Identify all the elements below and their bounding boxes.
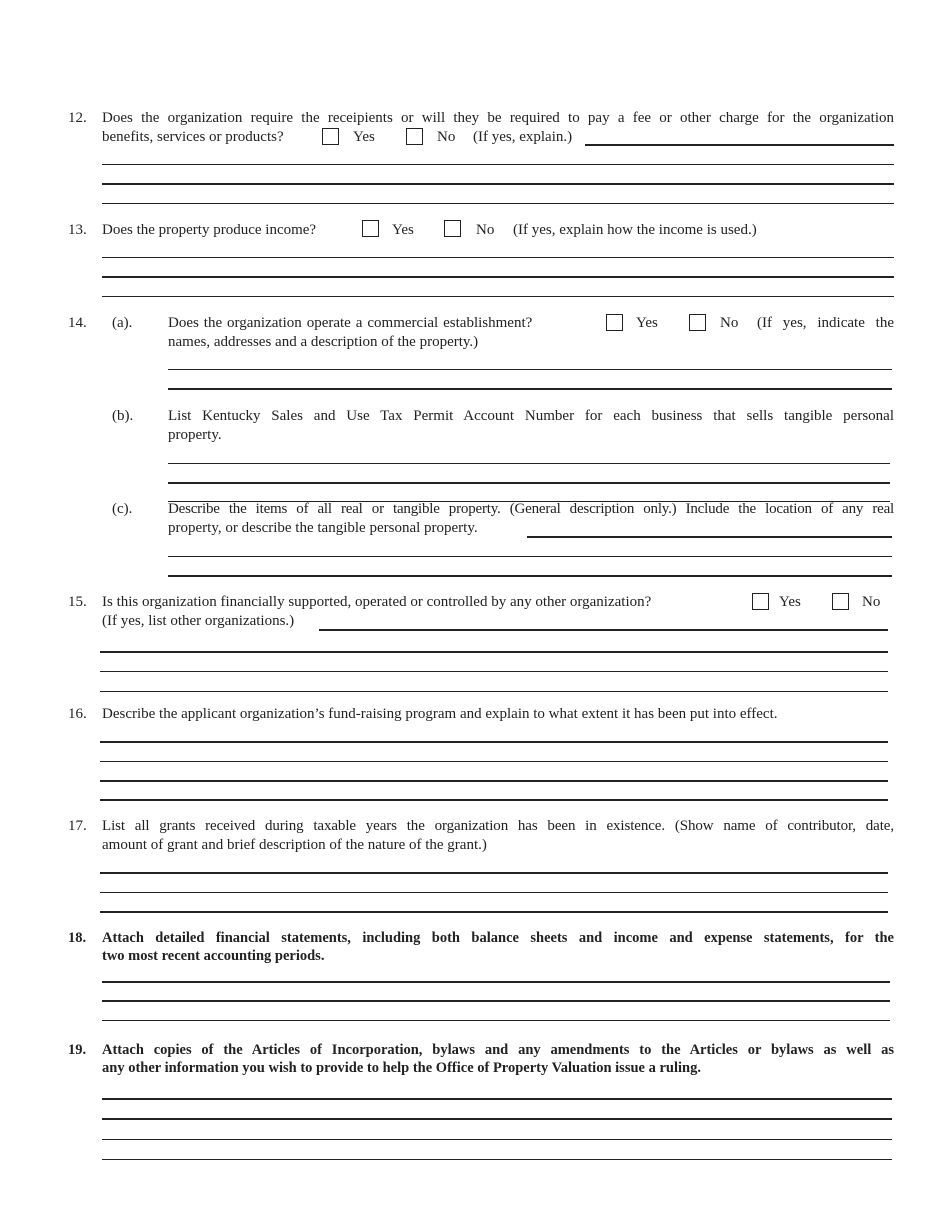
q14-number: 14. xyxy=(68,315,87,331)
q15-no-label: No xyxy=(862,594,881,610)
q13-text: Does the property produce income? xyxy=(102,222,317,238)
q16-text: Describe the applicant organization’s fund-raising program and explain to what extent it has been put into effect. xyxy=(102,706,778,722)
q14b-answer-line[interactable] xyxy=(168,463,890,464)
q15-answer-line[interactable] xyxy=(100,651,888,653)
q12-text-line2: benefits, services or products? xyxy=(102,129,284,145)
q12-no-checkbox[interactable] xyxy=(406,128,423,145)
q14c-text-line1: Describe the items of all real or tangible property. (General description only.) Include the location of any real xyxy=(168,501,894,517)
q19-number: 19. xyxy=(68,1042,87,1058)
q12-explain-hint: (If yes, explain.) xyxy=(473,129,573,145)
q12-answer-line[interactable] xyxy=(102,203,894,204)
q16-answer-line[interactable] xyxy=(100,761,888,762)
q14a-label: (a). xyxy=(112,315,133,331)
q12-number: 12. xyxy=(68,110,87,126)
q16-answer-line[interactable] xyxy=(100,799,888,801)
q19-answer-line[interactable] xyxy=(102,1098,892,1100)
q18-answer-line[interactable] xyxy=(102,981,890,983)
q14c-answer-line[interactable] xyxy=(527,536,892,538)
q12-text-line1: Does the organization require the receipients or will they be required to pay a fee or other charge for the organization xyxy=(102,110,894,126)
q14b-answer-line[interactable] xyxy=(168,482,890,484)
q18-answer-line[interactable] xyxy=(102,1020,890,1021)
q18-answer-line[interactable] xyxy=(102,1000,890,1002)
q14b-text-line2: property. xyxy=(168,427,222,443)
q12-no-label: No xyxy=(437,129,456,145)
q15-answer-line[interactable] xyxy=(100,671,888,672)
q15-answer-line[interactable] xyxy=(100,691,888,692)
q14a-no-checkbox[interactable] xyxy=(689,314,706,331)
q14c-answer-line[interactable] xyxy=(168,575,892,577)
q16-answer-line[interactable] xyxy=(100,741,888,743)
q14c-answer-line[interactable] xyxy=(168,556,892,557)
q19-answer-line[interactable] xyxy=(102,1118,892,1120)
q13-yes-label: Yes xyxy=(392,222,414,238)
q12-answer-line[interactable] xyxy=(102,183,894,185)
q14a-text-line1: Does the organization operate a commercial establishment? xyxy=(168,315,533,331)
q14a-answer-line[interactable] xyxy=(168,388,892,390)
q18-number: 18. xyxy=(68,930,87,946)
q13-no-label: No xyxy=(476,222,495,238)
q17-text-line2: amount of grant and brief description of the nature of the grant.) xyxy=(102,837,487,853)
q15-yes-checkbox[interactable] xyxy=(752,593,769,610)
q12-answer-line[interactable] xyxy=(585,144,894,146)
q17-answer-line[interactable] xyxy=(100,892,888,893)
q16-answer-line[interactable] xyxy=(100,780,888,782)
q14a-no-label: No xyxy=(720,315,739,331)
q15-yes-label: Yes xyxy=(779,594,801,610)
q12-yes-label: Yes xyxy=(353,129,375,145)
q12-answer-line[interactable] xyxy=(102,164,894,165)
q18-text-line1: Attach detailed financial statements, including both balance sheets and income and expense statements, for the xyxy=(102,930,894,946)
q13-answer-line[interactable] xyxy=(102,296,894,297)
q17-number: 17. xyxy=(68,818,87,834)
q14b-text-line1: List Kentucky Sales and Use Tax Permit Account Number for each business that sells tangible personal xyxy=(168,408,894,424)
q14b-label: (b). xyxy=(112,408,134,424)
q17-answer-line[interactable] xyxy=(100,872,888,874)
q14a-text-line2: names, addresses and a description of the property.) xyxy=(168,334,479,350)
q13-explain-hint: (If yes, explain how the income is used.) xyxy=(513,222,757,238)
q15-text-line1: Is this organization financially supported, operated or controlled by any other organization? xyxy=(102,594,652,610)
q14a-answer-line[interactable] xyxy=(168,369,892,370)
q14a-yes-label: Yes xyxy=(636,315,658,331)
q17-text-line1: List all grants received during taxable years the organization has been in existence. (Show name of contributor, date, xyxy=(102,818,894,834)
q14c-text-line2: property, or describe the tangible personal property. xyxy=(168,520,478,536)
q19-answer-line[interactable] xyxy=(102,1139,892,1140)
q13-yes-checkbox[interactable] xyxy=(362,220,379,237)
q14a-explain-hint: (If yes, indicate the xyxy=(757,315,894,331)
q12-yes-checkbox[interactable] xyxy=(322,128,339,145)
q15-number: 15. xyxy=(68,594,87,610)
q13-number: 13. xyxy=(68,222,87,238)
q13-no-checkbox[interactable] xyxy=(444,220,461,237)
q16-number: 16. xyxy=(68,706,87,722)
q15-no-checkbox[interactable] xyxy=(832,593,849,610)
q13-answer-line[interactable] xyxy=(102,276,894,278)
q19-text-line2: any other information you wish to provide to help the Office of Property Valuation issue a ruling. xyxy=(102,1060,701,1076)
q15-answer-line[interactable] xyxy=(319,629,888,631)
q14a-yes-checkbox[interactable] xyxy=(606,314,623,331)
q19-text-line1: Attach copies of the Articles of Incorporation, bylaws and any amendments to the Articles or bylaws as well as xyxy=(102,1042,894,1058)
q13-answer-line[interactable] xyxy=(102,257,894,258)
q19-answer-line[interactable] xyxy=(102,1159,892,1160)
q14c-label: (c). xyxy=(112,501,133,517)
q18-text-line2: two most recent accounting periods. xyxy=(102,948,325,964)
q15-text-line2: (If yes, list other organizations.) xyxy=(102,613,295,629)
q17-answer-line[interactable] xyxy=(100,911,888,913)
